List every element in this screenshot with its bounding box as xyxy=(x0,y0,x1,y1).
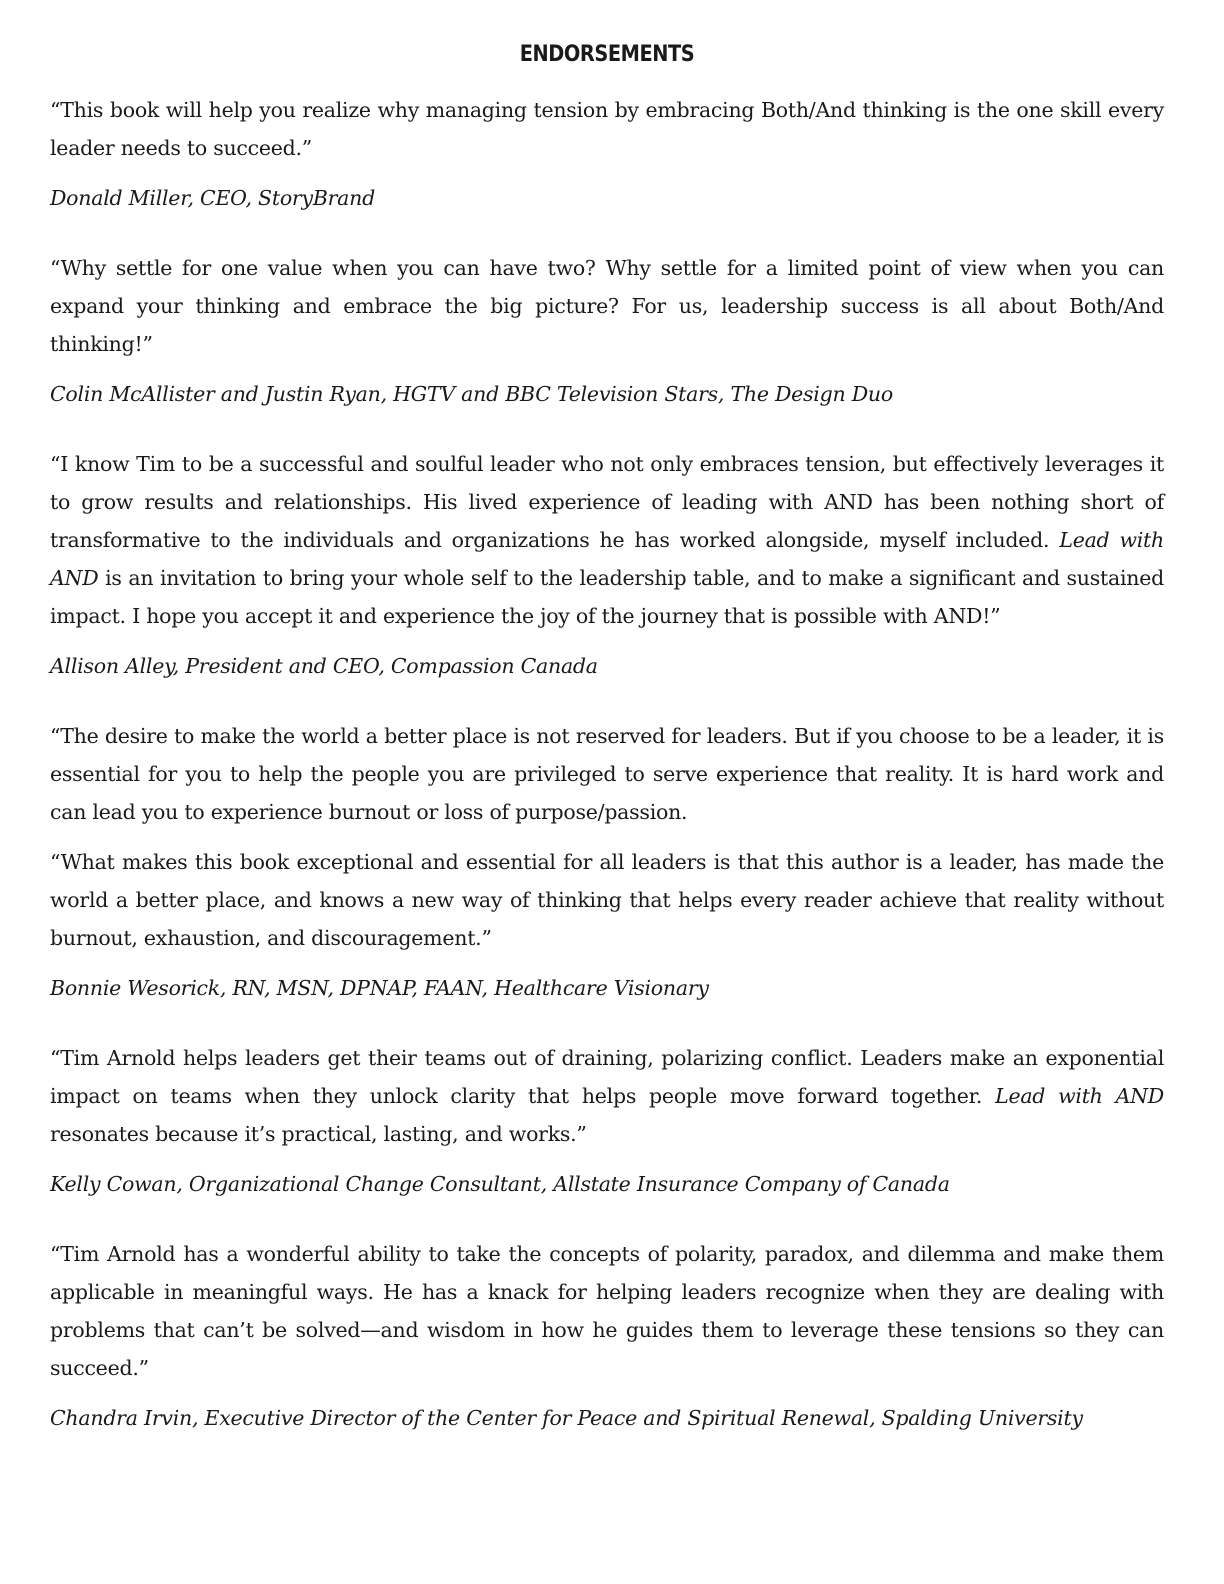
endorsement-attribution: Colin McAllister and Justin Ryan, HGTV and BBC Television Stars, The Design Duo xyxy=(50,382,893,406)
book-title-emphasis: Lead with AND xyxy=(995,1084,1164,1108)
endorsement-item xyxy=(50,91,1164,217)
endorsement-quote: “Tim Arnold has a wonderful ability to take the concepts of polarity, paradox, and dilemma and make them applicable in meaningful ways. He has a knack for helping leaders recognize when they are dealing with problems that can’t be solved—and wisdom in how he guides them to leverage these tensions so they can succeed.” xyxy=(50,1242,1164,1380)
endorsement-attribution: Kelly Cowan, Organizational Change Consultant, Allstate Insurance Company of Canada xyxy=(50,1172,950,1196)
endorsement-quote xyxy=(50,445,1164,635)
quote-text-after: is an invitation to bring your whole self to the leadership table, and to make a significant and sustained impact. I hope you accept it and experience the joy of the journey that is possible with AND!” xyxy=(50,566,1164,628)
endorsement-quote: “Why settle for one value when you can have two? Why settle for a limited point of view when you can expand your thinking and embrace the big picture? For us, leadership success is all about Both/And thinking!” xyxy=(50,256,1164,356)
endorsements-page xyxy=(50,36,1164,1437)
page-title: ENDORSEMENTS xyxy=(519,42,695,67)
endorsement-quote: “This book will help you realize why managing tension by embracing Both/And thinking is the one skill every leader needs to succeed.” xyxy=(50,98,1164,160)
endorsement-item xyxy=(50,1039,1164,1203)
endorsement-item xyxy=(50,445,1164,685)
endorsement-quote xyxy=(50,1039,1164,1153)
endorsement-attribution: Allison Alley, President and CEO, Compassion Canada xyxy=(50,654,598,678)
endorsement-attribution: Bonnie Wesorick, RN, MSN, DPNAP, FAAN, Healthcare Visionary xyxy=(50,976,709,1000)
endorsement-quote: “What makes this book exceptional and essential for all leaders is that this author is a leader, has made the world a better place, and knows a new way of thinking that helps every reader achieve that reality without burnout, exhaustion, and discouragement.” xyxy=(50,850,1164,950)
endorsement-quote: “The desire to make the world a better place is not reserved for leaders. But if you choose to be a leader, it is essential for you to help the people you are privileged to serve experience that reality. It is hard work and can lead you to experience burnout or loss of purpose/passion. xyxy=(50,724,1164,824)
quote-text-after: resonates because it’s practical, lasting, and works.” xyxy=(50,1122,587,1146)
endorsement-item xyxy=(50,717,1164,1007)
quote-text-before: “Tim Arnold helps leaders get their teams out of draining, polarizing conflict. Leaders make an exponential impact on teams when they unlock clarity that helps people move forward together. xyxy=(50,1046,1164,1108)
endorsement-attribution: Donald Miller, CEO, StoryBrand xyxy=(50,186,375,210)
book-title-emphasis: Lead with AND xyxy=(50,528,1164,590)
quote-text-before: “I know Tim to be a successful and soulful leader who not only embraces tension, but effectively leverages it to grow results and relationships. His lived experience of leading with AND has been nothing short of transformative to the individuals and organizations he has worked alongside, myself included. xyxy=(50,452,1164,552)
endorsement-attribution: Chandra Irvin, Executive Director of the Center for Peace and Spiritual Renewal, Spalding University xyxy=(50,1406,1083,1430)
endorsement-item xyxy=(50,249,1164,413)
endorsement-item xyxy=(50,1235,1164,1437)
